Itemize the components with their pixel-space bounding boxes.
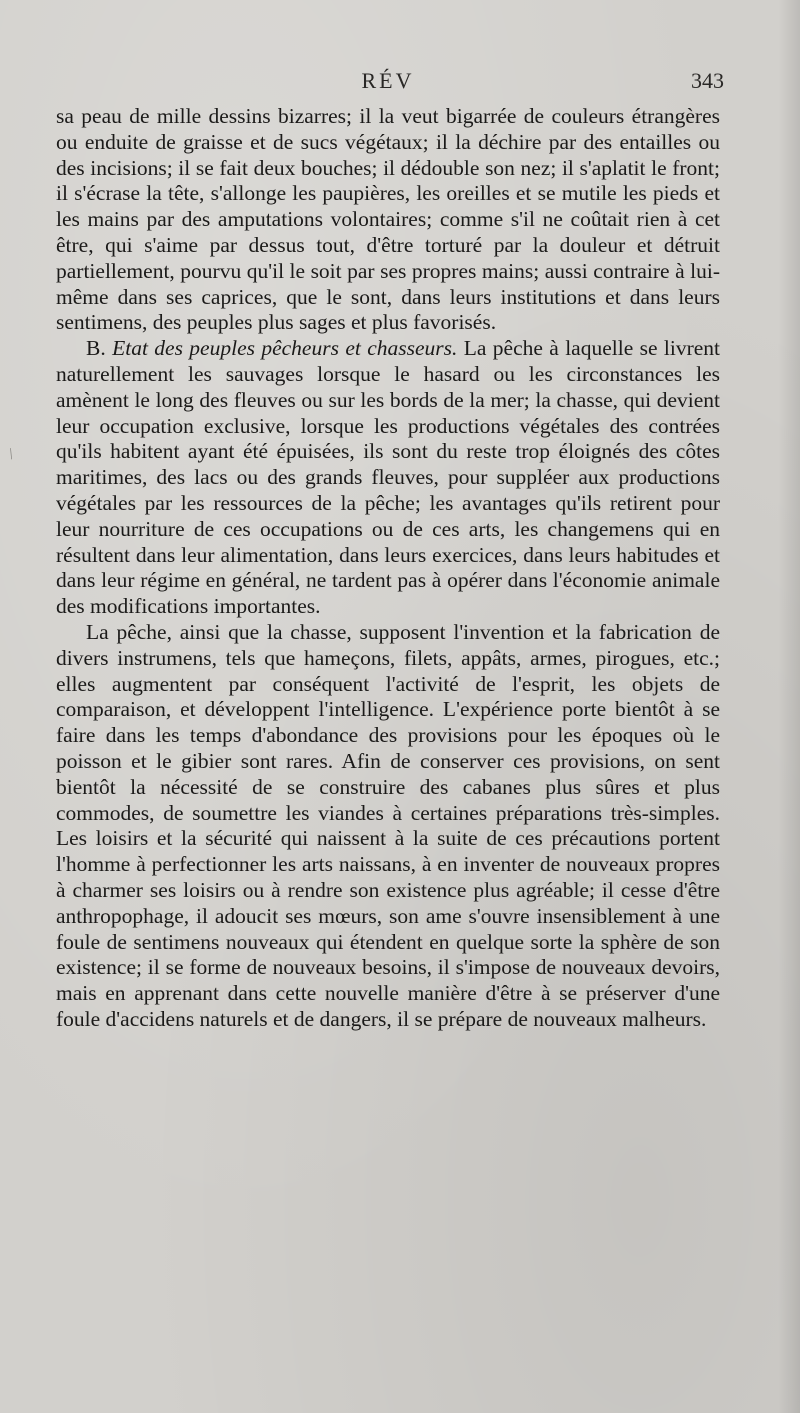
running-head: RÉV [361,68,415,93]
body-text [56,104,720,1033]
section-label: B. [86,336,106,361]
margin-pencil-mark: / [5,445,17,464]
section-body: La pêche à laquelle se livrent naturellement les sauvages lorsque le hasard ou les circonstances les amènent le long des fleuves ou sur les bords de la mer; la chasse, qui devient leur occupation exclusive, lorsque les productions végétales des contrées qu'ils habitent ayant été épuisées, ils sont du reste trop éloignés des côtes maritimes, des lacs ou des grands fleuves, pour suppléer aux productions végétales par les ressources de la pêche; les avantages qu'ils retirent pour leur nourriture de ces occupations ou de ces arts, les changemens qui en résultent dans leur alimentation, dans leurs exercices, dans leurs habitudes et dans leur régime en général, ne tardent pas à opérer dans l'économie animale des modifications importantes. [56,336,721,619]
page-number: 343 [691,68,724,93]
section-title: Etat des peuples pêcheurs et chasseurs. [112,336,458,361]
page-header [56,68,724,100]
paragraph-section-b [56,336,720,620]
paragraph-peche-chasse: La pêche, ainsi que la chasse, supposent l'invention et la fabrication de divers instrumens, tels que hameçons, filets, appâts, armes, pirogues, etc.; elles augmentent par conséquent l'activité de l'esprit, les objets de comparaison, et développent l'intelligence. L'expérience porte bientôt à se faire dans les temps d'abondance des provisions pour les époques où le poisson et le gibier sont rares. Afin de conserver ces provisions, on sent bientôt la nécessité de se construire des cabanes plus sûres et plus commodes, de soumettre les viandes à certaines préparations très-simples. Les loisirs et la sécurité qui naissent à la suite de ces précautions portent l'homme à perfectionner les arts naissans, à en inventer de nouveaux propres à charmer ses loisirs ou à rendre son existence plus agréable; il cesse d'être anthropophage, il adoucit ses mœurs, son ame s'ouvre insensiblement à une foule de sentimens nouveaux qui étendent en quelque sorte la sphère de son existence; il se forme de nouveaux besoins, il s'impose de nouveaux devoirs, mais en apprenant dans cette nouvelle manière d'être à se préserver d'une foule d'accidens naturels et de dangers, il se prépare de nouveaux malheurs. [56,619,720,1031]
page-gutter-shadow [778,0,800,1413]
paragraph-continuation: sa peau de mille dessins bizarres; il la veut bigarrée de couleurs étrangères ou enduite de graisse et de sucs végétaux; il la déchire par des entailles ou des incisions; il se fait deux bouches; il dédouble son nez; il s'aplatit le front; il s'écrase la tête, s'allonge les paupières, les oreilles et se mutile les pieds et les mains par des amputations volontaires; comme s'il ne coûtait rien à cet être, qui s'aime par dessus tout, d'être torturé par la douleur et détruit partiellement, pourvu qu'il le soit par ses propres mains; aussi contraire à lui-même dans ses caprices, que le sont, dans leurs institutions et dans leurs sentimens, des peuples plus sages et plus favorisés. [56,104,720,335]
